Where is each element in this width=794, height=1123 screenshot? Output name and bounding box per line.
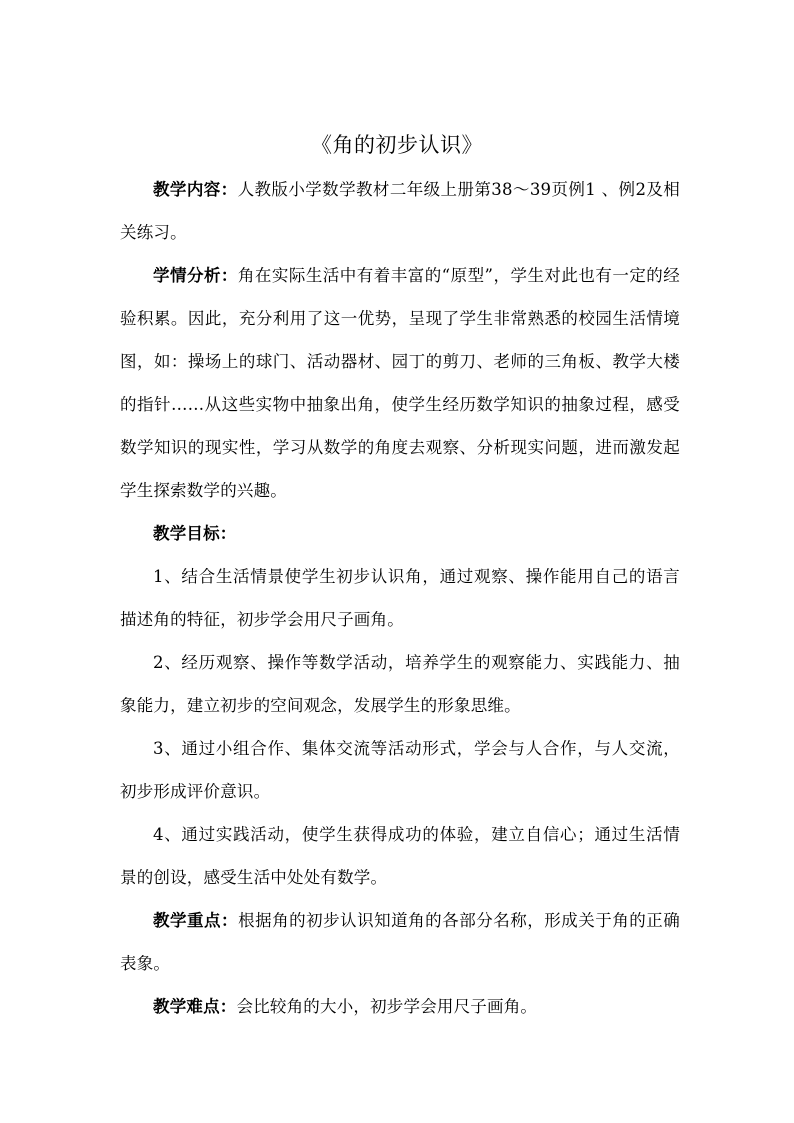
teaching-goals-label: 教学目标： <box>153 524 237 543</box>
document-body <box>120 168 680 1028</box>
document-title: 《角的初步认识》 <box>311 133 483 157</box>
goal-item: 3、通过小组合作、集体交流等活动形式，学会与人合作，与人交流，初步形成评价意识。 <box>120 739 680 801</box>
difficulties-label: 教学难点： <box>153 997 237 1016</box>
student-analysis-label: 学情分析： <box>153 266 238 285</box>
key-points-text: 根据角的初步认识知道角的各部分名称，形成关于角的正确表象。 <box>120 911 681 973</box>
goal-item: 4、通过实践活动，使学生获得成功的体验，建立自信心；通过生活情景的创设，感受生活中处处有数学。 <box>120 825 680 887</box>
difficulties-paragraph <box>120 985 680 1028</box>
goal-item: 2、经历观察、操作等数学活动，培养学生的观察能力、实践能力、抽象能力，建立初步的空间观念，发展学生的形象思维。 <box>120 653 680 715</box>
difficulties-text: 会比较角的大小，初步学会用尺子画角。 <box>236 997 538 1016</box>
teaching-content-text: 人教版小学数学教材二年级上册第38～39页例1 、例2及相关练习。 <box>120 180 680 242</box>
goal-item: 1、结合生活情景使学生初步认识角，通过观察、操作能用自己的语言描述角的特征，初步学会用尺子画角。 <box>120 567 680 629</box>
key-points-label: 教学重点： <box>153 911 239 930</box>
student-analysis-paragraph <box>120 254 680 512</box>
teaching-content-paragraph <box>120 168 680 254</box>
teaching-content-label: 教学内容： <box>153 180 238 199</box>
student-analysis-text: 角在实际生活中有着丰富的“原型”，学生对此也有一定的经验积累。因此，充分利用了这一优势，呈现了学生非常熟悉的校园生活情境图，如：操场上的球门、活动器材、园丁的剪刀、老师的三角板、教学大楼的指针……从这些实物中抽象出角，使学生经历数学知识的抽象过程，感受数学知识的现实性，学习从数学的角度去观察、分析现实问题，进而激发起学生探索数学的兴趣。 <box>120 266 680 500</box>
key-points-paragraph <box>120 899 680 985</box>
teaching-goals-heading <box>120 512 680 555</box>
